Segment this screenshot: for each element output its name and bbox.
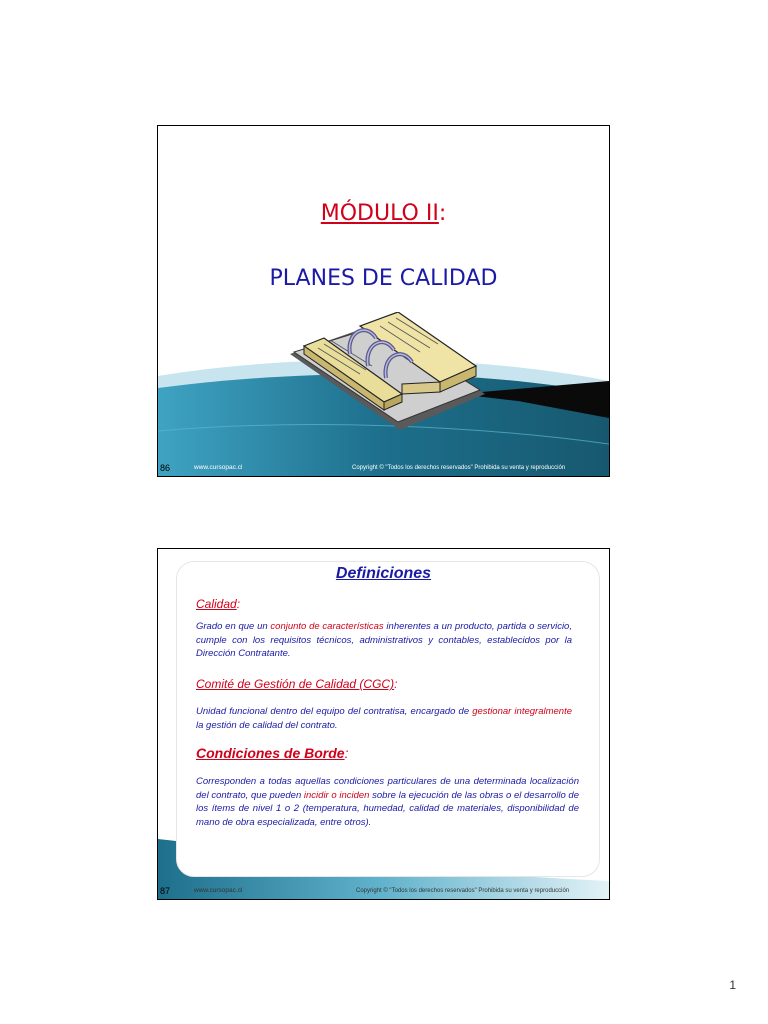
cgc-heading: Comité de Gestión de Calidad (CGC): (196, 677, 398, 691)
borde-definition: Corresponden a todas aquellas condiciones particulares de una determinada localización del contrato, que pueden incidir o inciden sobre la ejecución de las obras o el desarrollo de los ítems de nivel 1 o 2 (temperatura, humedad, calidad de materiales, disponibilidad de mano de obra especializada, entre otros). (196, 776, 579, 828)
footer-copyright: Copyright © "Todos los derechos reservados" Prohibida su venta y reproducción (356, 888, 570, 894)
module-subtitle: PLANES DE CALIDAD (269, 266, 498, 291)
footer-url: www.cursopac.cl (194, 464, 243, 471)
footer-copyright: Copyright © "Todos los derechos reservados" Prohibida su venta y reproducción (352, 465, 566, 471)
binder-book-icon (280, 312, 490, 432)
footer-url: www.cursopac.cl (194, 887, 243, 894)
definitions-title: Definiciones (335, 565, 432, 582)
cgc-definition: Unidad funcional dentro del equipo del contratisa, encargado de gestionar integralmente la gestión de calidad del contrato. (196, 706, 572, 731)
calidad-definition: Grado en que un conjunto de características inherentes a un producto, partida o servicio, cumple con los requisitos técnicos, administrativos y contables, establecidos por la Dirección Contratante. (196, 621, 572, 659)
slide-number: 87 (160, 886, 171, 896)
calidad-heading: Calidad: (196, 597, 241, 611)
borde-heading: Condiciones de Borde: (196, 745, 349, 761)
slide-87 (157, 548, 610, 900)
slide-number: 86 (160, 463, 171, 473)
page-number: 1 (729, 978, 736, 992)
slide-86 (157, 125, 610, 477)
module-title: MÓDULO II: (320, 201, 447, 226)
